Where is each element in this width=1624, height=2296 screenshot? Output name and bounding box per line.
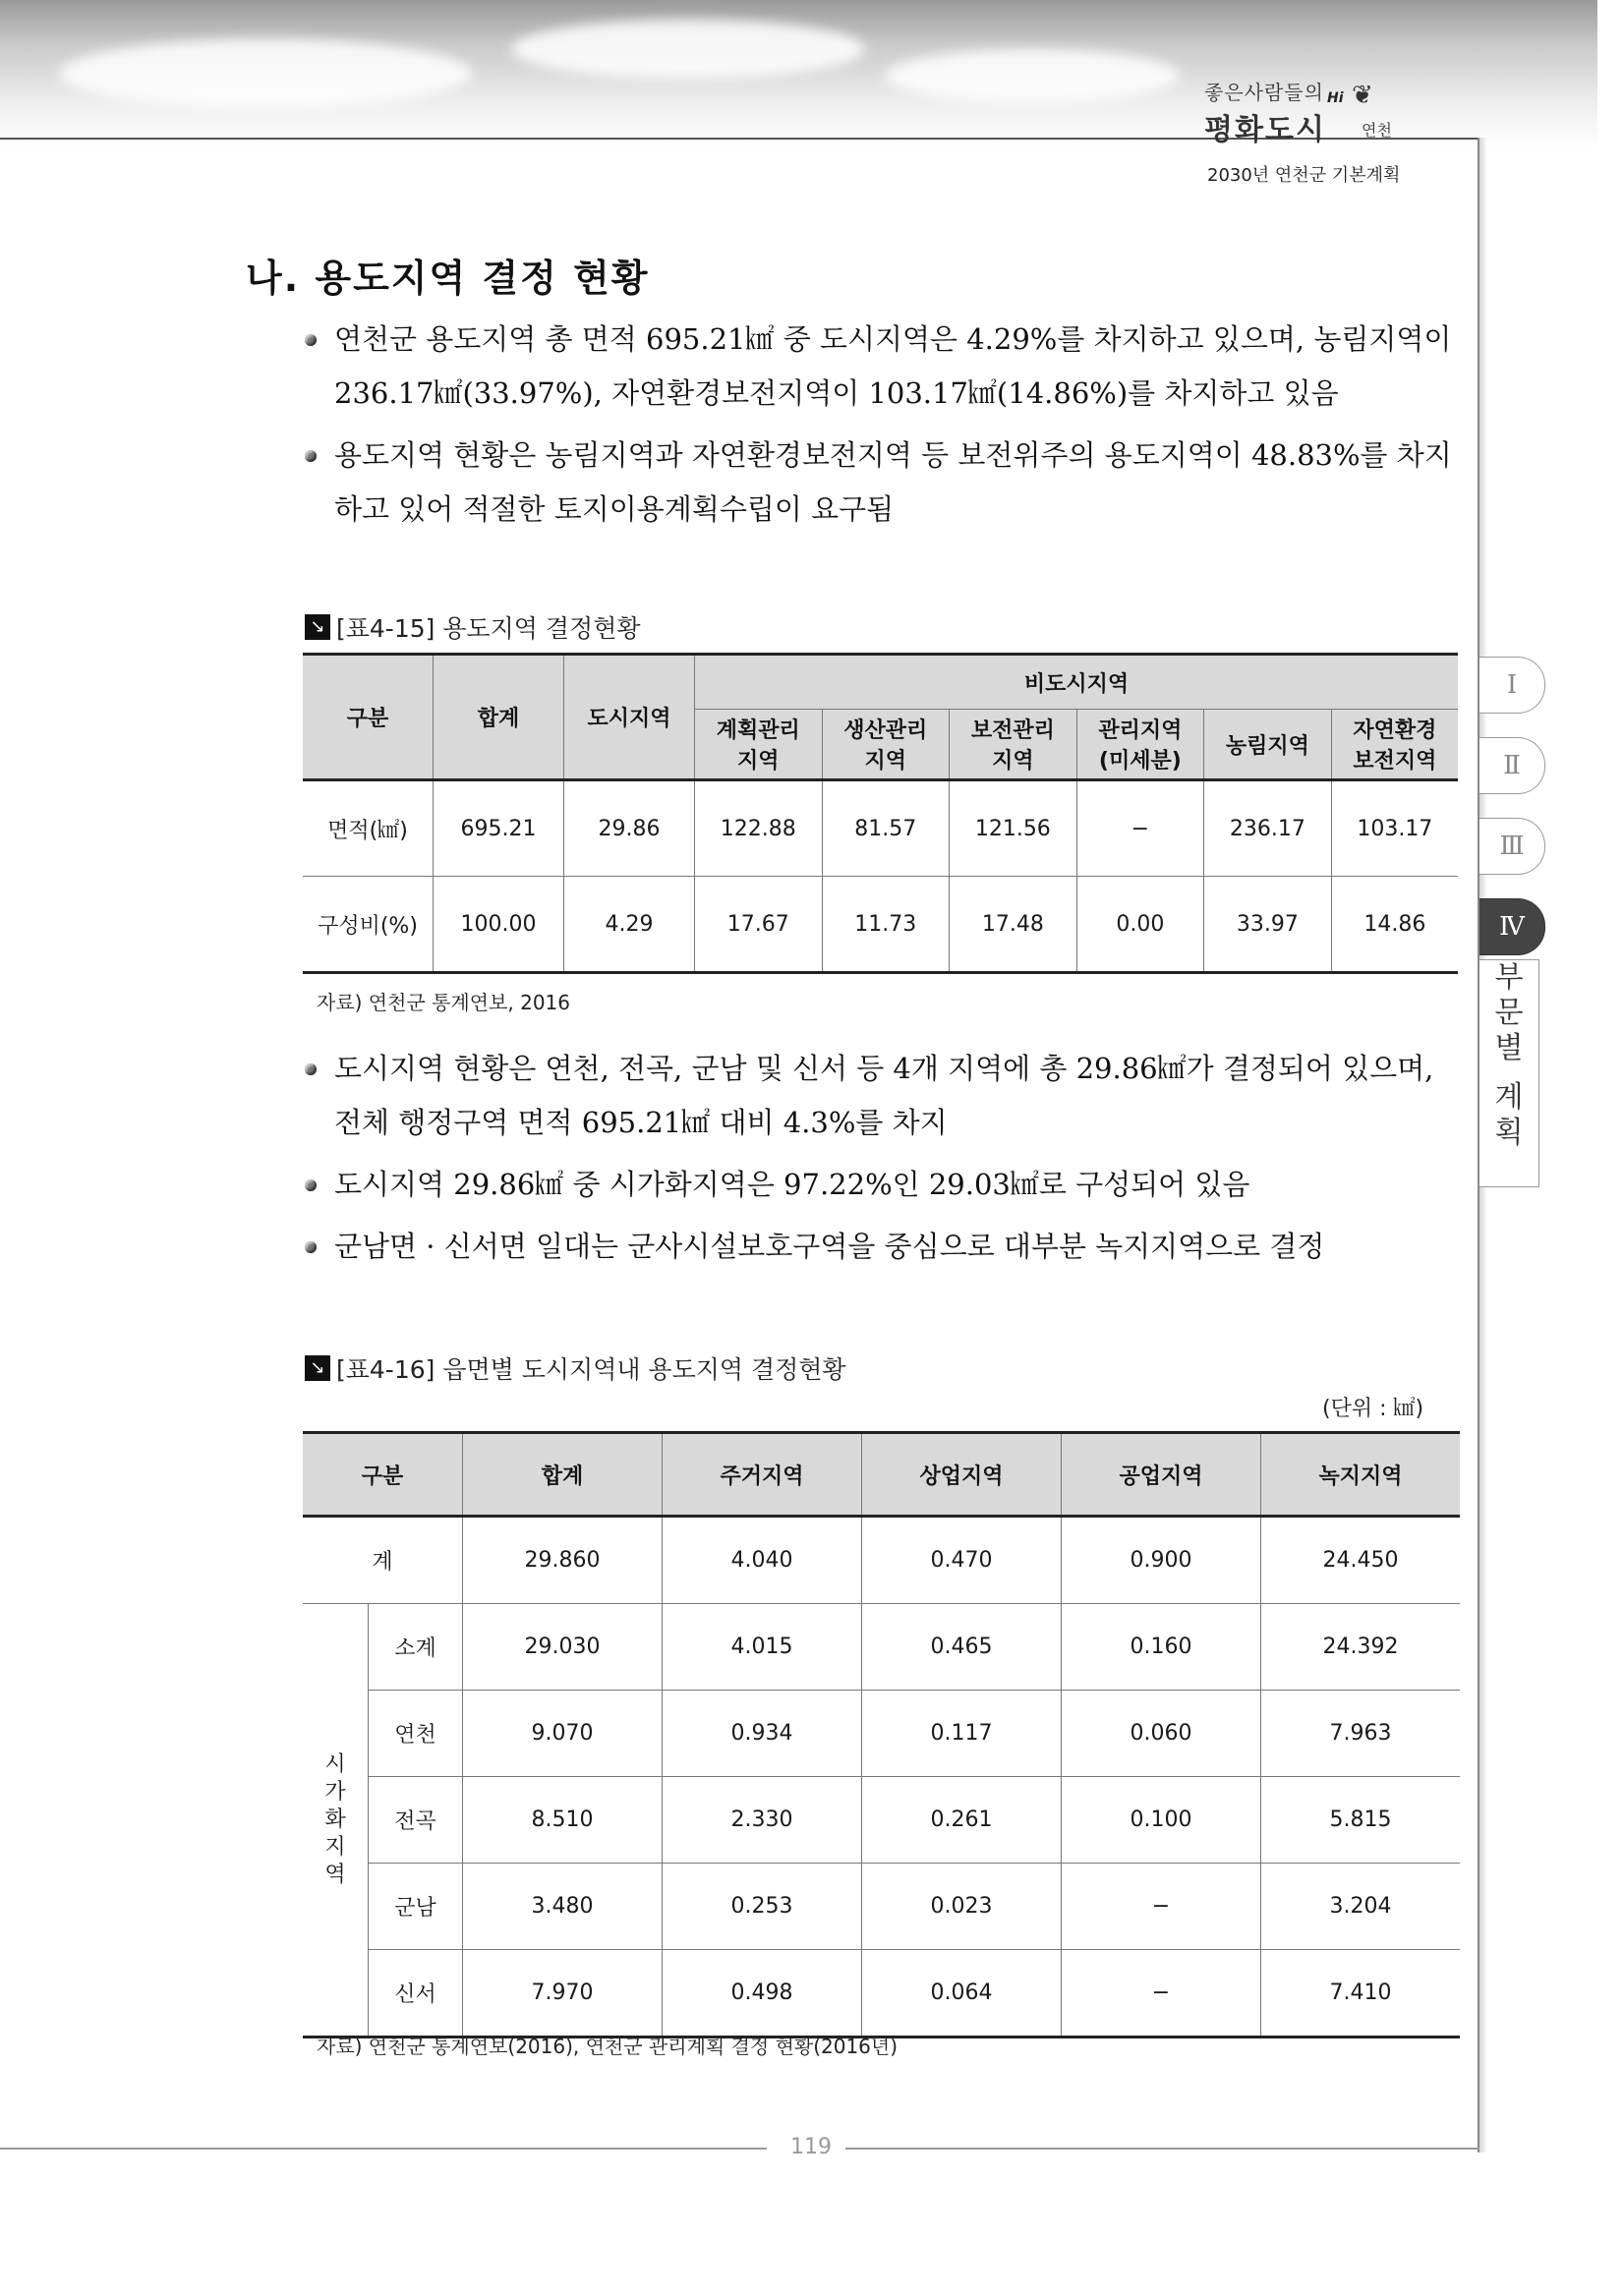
table-cell: 5.815 [1261,1777,1461,1864]
col-conservation-mgmt: 보전관리 지역 [950,710,1077,780]
logo-line2: 평화도시 [1204,113,1326,147]
table-cell: 0.253 [663,1864,862,1950]
col-nature-conservation: 자연환경 보전지역 [1331,710,1458,780]
table-cell: 0.160 [1062,1604,1261,1691]
bullet-text: 도시지역 29.86㎢ 중 시가화지역은 97.22%인 29.03㎢로 구성되어 있음 [334,1168,1250,1201]
col-green: 녹지지역 [1261,1433,1461,1517]
table-cell: 103.17 [1331,780,1458,877]
table-cell: 0.465 [862,1604,1062,1691]
table-cell: 7.963 [1261,1691,1461,1777]
table-cell: 17.67 [695,877,823,973]
table-cell: 29.86 [564,780,695,877]
row-label: 신서 [369,1950,463,2038]
table-row [303,877,1458,973]
table-cell: 2.330 [663,1777,862,1864]
col-total: 합계 [434,655,564,780]
section-title: 나. 용도지역 결정 현황 [246,257,650,300]
table-cell: 24.392 [1261,1604,1461,1691]
table-cell: 236.17 [1204,780,1332,877]
row-label: 소계 [369,1604,463,1691]
tab-chapter-4[interactable]: Ⅳ [1479,898,1545,955]
bullet-item [305,1042,1465,1150]
col-urban: 도시지역 [564,655,695,780]
bullet-item [305,1158,1465,1212]
table-row [303,1517,1460,1604]
table1-caption-text: [표4-15] 용도지역 결정현황 [336,614,641,643]
table-cell: 3.480 [463,1864,663,1950]
logo-city: 연천 [1362,121,1392,140]
logo-hi: Hi [1327,90,1344,106]
col-agri-forest: 농림지역 [1204,710,1332,780]
table-cell: 0.023 [862,1864,1062,1950]
table-cell: 0.498 [663,1950,862,2038]
bullet-item [305,1220,1465,1274]
col-planned-mgmt: 계획관리 지역 [695,710,823,780]
footer-rule-left [0,2148,767,2150]
table-cell: 0.117 [862,1691,1062,1777]
table-cell: 0.064 [862,1950,1062,2038]
table-cell: − [1062,1864,1261,1950]
row-label: 연천 [369,1691,463,1777]
col-residential: 주거지역 [663,1433,862,1517]
bullet-item [305,313,1465,421]
arrow-icon: ↘ [305,614,330,640]
table-cell: 11.73 [822,877,950,973]
table-cell: 17.48 [950,877,1077,973]
table-cell: 4.040 [663,1517,862,1604]
col-industrial: 공업지역 [1062,1433,1261,1517]
table-cell: 29.860 [463,1517,663,1604]
table-cell: 29.030 [463,1604,663,1691]
col-mgmt-unclassified: 관리지역 (미세분) [1076,710,1204,780]
table-cell: 0.060 [1062,1691,1261,1777]
col-commercial: 상업지역 [862,1433,1062,1517]
table2-caption [305,1350,846,1386]
table2-source: 자료) 연천군 통계연보(2016), 연천군 관리계획 결정 현황(2016년) [317,2035,899,2058]
table-cell: 0.261 [862,1777,1062,1864]
bullet-text: 용도지역 현황은 농림지역과 자연환경보전지역 등 보전위주의 용도지역이 48.83%를 차지하고 있어 적절한 토지이용계획수립이 요구됨 [334,438,1452,526]
col-nonurban: 비도시지역 [695,655,1459,710]
table-row [303,1691,1460,1777]
table-cell: 24.450 [1261,1517,1461,1604]
urban-zoning-by-town-table [303,1431,1460,2038]
table-cell: − [1062,1950,1261,2038]
chapter-side-label [1479,959,1539,1187]
bullet-icon [305,334,317,346]
mid-bullets [305,1042,1465,1274]
table2-caption-text: [표4-16] 읍면별 도시지역내 용도지역 결정현황 [336,1355,846,1384]
table-cell: 0.470 [862,1517,1062,1604]
bullet-text: 연천군 용도지역 총 면적 695.21㎢ 중 도시지역은 4.29%를 차지하고 있으며, 농림지역이 236.17㎢(33.97%), 자연환경보전지역이 103.17㎢(14.86%)를 차지하고 있음 [334,322,1452,410]
table-cell: 0.900 [1062,1517,1261,1604]
col-total: 합계 [463,1433,663,1517]
table-row [303,1864,1460,1950]
bullet-icon [305,1063,317,1075]
table-row [303,780,1458,877]
table-row [303,1777,1460,1864]
table-cell: 14.86 [1331,877,1458,973]
bullet-item [305,429,1465,537]
table1-caption [305,609,641,645]
bullet-icon [305,1179,317,1191]
logo-line1: 좋은사람들의 [1204,81,1324,104]
bullet-text: 군남면 · 신서면 일대는 군사시설보호구역을 중심으로 대부분 녹지지역으로 결정 [334,1230,1325,1263]
tab-chapter-3[interactable]: Ⅲ [1479,818,1545,875]
tab-chapter-1[interactable]: Ⅰ [1479,657,1545,714]
table-row [303,1950,1460,2038]
col-production-mgmt: 생산관리 지역 [822,710,950,780]
table-cell: 4.015 [663,1604,862,1691]
row-label: 면적(㎢) [303,780,434,877]
table-cell: 9.070 [463,1691,663,1777]
table-cell: 695.21 [434,780,564,877]
document-subtitle: 2030년 연천군 기본계획 [1207,165,1401,186]
footer-rule-right [845,2148,1479,2150]
side-label-text: 부 문 별 계 획 [1494,960,1524,1150]
table1-source: 자료) 연천군 통계연보, 2016 [317,991,571,1014]
zoning-status-table [303,653,1458,974]
arrow-icon: ↘ [305,1355,330,1381]
table-cell: 0.100 [1062,1777,1261,1864]
row-label: 구성비(%) [303,877,434,973]
city-logo [1204,77,1430,148]
table-cell: 7.970 [463,1950,663,2038]
col-category: 구분 [303,1433,463,1517]
table-cell: 4.29 [564,877,695,973]
table-cell: 8.510 [463,1777,663,1864]
bullet-text: 도시지역 현황은 연천, 전곡, 군남 및 신서 등 4개 지역에 총 29.86㎢가 결정되어 있으며, 전체 행정구역 면적 695.21㎢ 대비 4.3%를 차지 [334,1052,1434,1139]
table-cell: 100.00 [434,877,564,973]
table-cell: 0.934 [663,1691,862,1777]
bird-icon: ❦ [1352,81,1373,110]
table-cell: 33.97 [1204,877,1332,973]
table-cell: 0.00 [1076,877,1204,973]
col-category: 구분 [303,655,434,780]
bullet-icon [305,450,317,462]
tab-chapter-2[interactable]: Ⅱ [1479,737,1545,794]
table-cell: 122.88 [695,780,823,877]
table-row [303,1604,1460,1691]
table-cell: 81.57 [822,780,950,877]
group-label: 시 가 화 지 역 [303,1604,369,2038]
row-label: 군남 [369,1864,463,1950]
row-label: 계 [303,1517,463,1604]
table-cell: 121.56 [950,780,1077,877]
table-cell: 3.204 [1261,1864,1461,1950]
page-number: 119 [790,2135,832,2159]
bullet-icon [305,1241,317,1253]
table-cell: 7.410 [1261,1950,1461,2038]
table-cell: − [1076,780,1204,877]
table2-unit: (단위 : ㎢) [1322,1397,1424,1421]
row-label: 전곡 [369,1777,463,1864]
intro-bullets [305,313,1465,537]
